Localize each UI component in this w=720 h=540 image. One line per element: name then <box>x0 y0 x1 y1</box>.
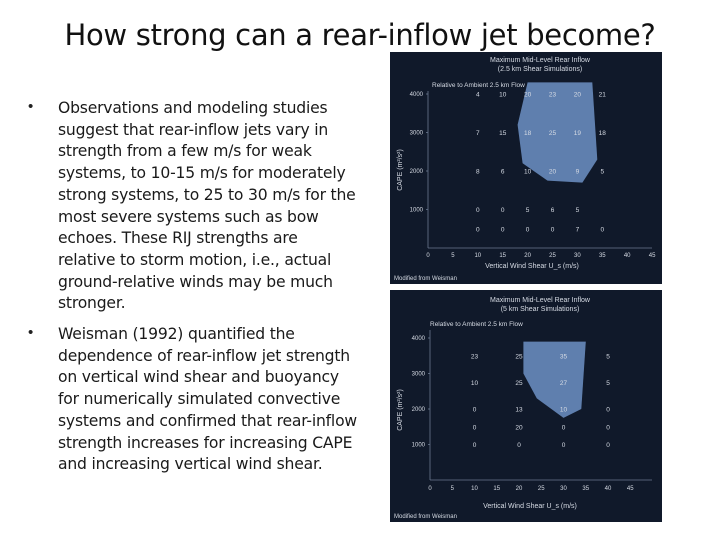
x-tick-label: 30 <box>560 486 567 492</box>
bullet-dot: • <box>28 98 34 115</box>
cell-value: 18 <box>598 130 606 137</box>
cell-value: 20 <box>573 91 582 99</box>
cell-value: 19 <box>573 130 582 137</box>
cell-value: 0 <box>606 442 610 449</box>
x-tick-label: 25 <box>549 253 556 259</box>
figure-title-line: (2.5 km Shear Simulations) <box>497 66 583 73</box>
y-tick-label: 3000 <box>411 371 425 378</box>
cell-value: 0 <box>472 442 477 449</box>
cell-value: 13 <box>515 406 523 414</box>
cell-value: 7 <box>575 226 580 234</box>
x-tick-label: 0 <box>426 253 430 259</box>
cell-value: 0 <box>475 226 480 234</box>
cell-value: 10 <box>499 91 507 99</box>
cell-value: 0 <box>606 424 610 432</box>
y-tick-label: 3000 <box>409 130 423 137</box>
cell-value: 0 <box>517 442 521 449</box>
x-tick-label: 10 <box>474 253 482 259</box>
cell-value: 20 <box>548 168 557 176</box>
cell-value: 20 <box>515 424 523 432</box>
bullet-text: Weisman (1992) quantified the dependence of rear-inflow jet strength on vertical wind shear and buoyancy for numerically simulated convective systems and confirmed that rear-inflow strength increases for increasing CAPE and increasing vertical wind shear. <box>58 325 357 474</box>
cell-value: 5 <box>525 207 530 214</box>
cell-value: 0 <box>472 406 477 414</box>
cell-value: 10 <box>523 168 532 176</box>
cell-value: 23 <box>470 353 479 361</box>
cell-value: 7 <box>475 130 480 137</box>
x-tick-label: 40 <box>604 486 612 492</box>
cell-value: 25 <box>515 379 523 387</box>
cell-value: 9 <box>575 168 580 176</box>
figure-title-line: (5 km Shear Simulations) <box>500 306 580 313</box>
cell-value: 18 <box>523 130 532 137</box>
x-tick-label: 45 <box>626 486 634 492</box>
x-axis-label: Vertical Wind Shear U_s (m/s) <box>485 263 579 270</box>
cell-value: 0 <box>500 207 505 214</box>
figure-title-line: Maximum Mid-Level Rear Inflow <box>490 57 590 64</box>
cell-value: 5 <box>606 353 610 361</box>
x-tick-label: 10 <box>471 486 478 492</box>
figure-5km-plot <box>390 290 662 522</box>
cell-value: 0 <box>475 207 480 214</box>
shaded-strong-inflow-region <box>523 342 585 418</box>
cell-value: 10 <box>470 379 479 387</box>
figure-title-line: Maximum Mid-Level Rear Inflow <box>490 297 590 304</box>
cell-value: 4 <box>475 91 480 99</box>
cell-value: 5 <box>606 379 610 387</box>
figure-credit: Modified from Weisman <box>394 276 457 282</box>
cell-value: 23 <box>548 91 557 99</box>
x-axis-label: Vertical Wind Shear U_s (m/s) <box>483 503 577 510</box>
slide-title: How strong can a rear-inflow jet become? <box>64 18 656 52</box>
cell-value: 27 <box>559 379 568 387</box>
cell-value: 0 <box>561 424 566 432</box>
cell-value: 0 <box>500 226 505 234</box>
cell-value: 0 <box>472 424 477 432</box>
cell-value: 5 <box>575 207 580 214</box>
y-axis-label: CAPE (m²/s²) <box>397 389 404 431</box>
y-tick-label: 1000 <box>409 207 423 214</box>
x-tick-label: 0 <box>428 486 432 492</box>
x-tick-label: 20 <box>515 486 523 492</box>
cell-value: 0 <box>606 406 610 414</box>
cell-value: 15 <box>499 130 507 137</box>
cell-value: 35 <box>559 353 568 361</box>
cell-value: 21 <box>598 91 606 99</box>
x-tick-label: 20 <box>524 253 531 259</box>
x-tick-label: 25 <box>537 486 545 492</box>
x-tick-label: 35 <box>598 253 606 259</box>
y-tick-label: 2000 <box>411 407 425 413</box>
x-tick-label: 5 <box>450 486 454 492</box>
cell-value: 0 <box>561 442 566 449</box>
cell-value: 20 <box>523 91 532 99</box>
y-axis-label: CAPE (m²/s²) <box>397 149 404 191</box>
cell-value: 0 <box>600 226 605 234</box>
figure-credit: Modified from Weisman <box>394 514 457 520</box>
y-tick-label: 1000 <box>411 442 425 449</box>
x-tick-label: 5 <box>451 253 455 259</box>
figure-subtitle: Relative to Ambient 2.5 km Flow <box>430 321 523 328</box>
cell-value: 6 <box>500 168 505 176</box>
figure-2-5km <box>390 52 662 284</box>
cell-value: 0 <box>525 226 530 234</box>
figure-5km <box>390 290 662 522</box>
cell-value: 10 <box>559 406 568 414</box>
cell-value: 8 <box>475 168 480 176</box>
cell-value: 0 <box>550 226 555 234</box>
y-tick-label: 2000 <box>409 169 423 175</box>
cell-value: 6 <box>550 207 555 214</box>
cell-value: 25 <box>548 130 557 137</box>
figure-subtitle: Relative to Ambient 2.5 km Flow <box>432 82 525 89</box>
cell-value: 5 <box>600 168 605 176</box>
x-tick-label: 15 <box>499 253 507 259</box>
bullet-text: Observations and modeling studies suggest that rear-inflow jets vary in strength from a few m/s for weak systems, to 10-15 m/s for moderately strong systems, to 25 to 30 m/s for the most severe systems such as bow echoes. These RIJ strengths are relative to storm motion, i.e., actual ground-relative winds may be much stronger. <box>58 99 356 313</box>
y-tick-label: 4000 <box>409 92 423 98</box>
y-tick-label: 4000 <box>411 336 425 342</box>
figure-2-5km-plot <box>390 52 662 284</box>
x-tick-label: 45 <box>648 253 656 259</box>
cell-value: 25 <box>515 353 523 361</box>
x-tick-label: 15 <box>493 486 501 492</box>
x-tick-label: 40 <box>623 253 631 259</box>
bullet-dot: • <box>28 324 34 341</box>
x-tick-label: 35 <box>582 486 590 492</box>
x-tick-label: 30 <box>574 253 581 259</box>
